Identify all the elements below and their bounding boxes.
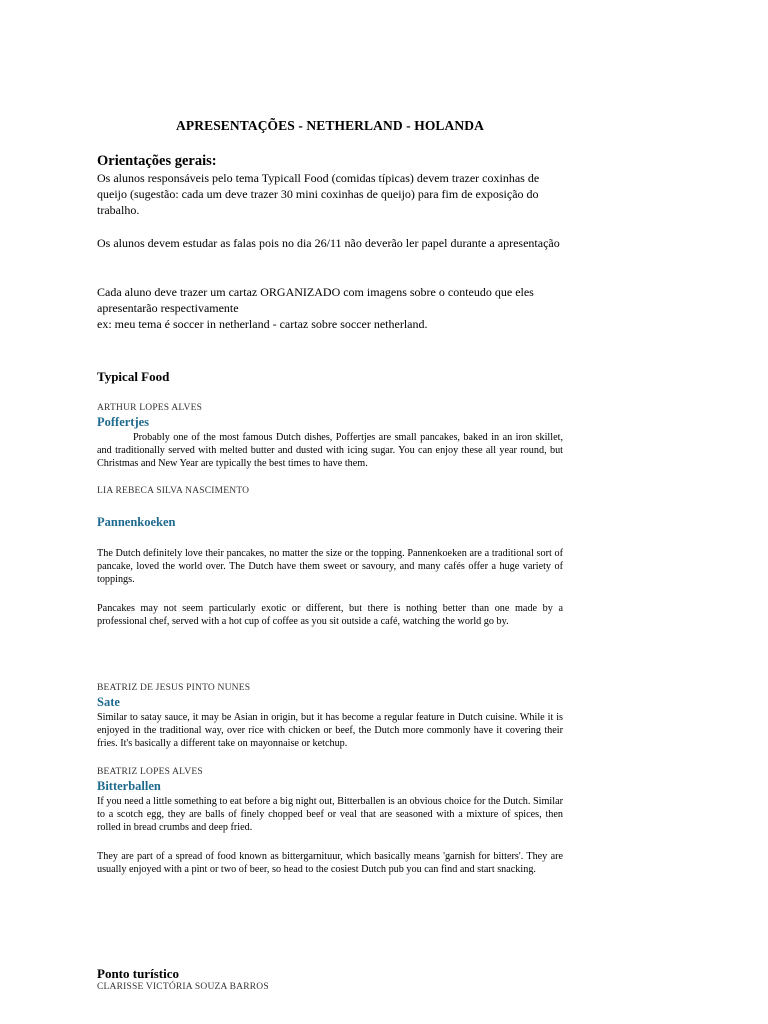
dish-title: Bitterballen bbox=[97, 779, 161, 793]
author-name: BEATRIZ DE JESUS PINTO NUNES bbox=[97, 683, 251, 693]
guidelines-paragraph-3 bbox=[97, 284, 567, 332]
guidelines-paragraph-2: Os alunos devem estudar as falas pois no dia 26/11 não deverão ler papel durante a apresentação bbox=[97, 236, 560, 250]
page-title: APRESENTAÇÕES - NETHERLAND - HOLANDA bbox=[176, 118, 484, 133]
author-name: BEATRIZ LOPES ALVES bbox=[97, 767, 203, 777]
dish-description: Pancakes may not seem particularly exotic or different, but there is nothing better than one made by a professional chef, served with a hot cup of coffee as you sit outside a café, watching the world go by. bbox=[97, 603, 563, 627]
guidelines-paragraph-3-line-1: Cada aluno deve trazer um cartaz ORGANIZADO com imagens sobre o conteudo que eles apresentarão respectivamente bbox=[97, 285, 534, 315]
guidelines-paragraph-1: Os alunos responsáveis pelo tema Typicall Food (comidas típicas) devem trazer coxinhas de queijo (sugestão: cada um deve trazer 30 mini coxinhas de queijo) para fim de exposição do trabalho. bbox=[97, 171, 540, 217]
typical-food-heading: Typical Food bbox=[97, 369, 170, 384]
dish-description: If you need a little something to eat before a big night out, Bitterballen is an obvious choice for the Dutch. Similar to a scotch egg, they are balls of finely chopped beef or veal that are seasoned with a mixture of spices, then rolled in bread crumbs and deep fried. bbox=[97, 796, 563, 833]
dish-description: The Dutch definitely love their pancakes, no matter the size or the topping. Pannenkoeken are a traditional sort of pancake, loved the world over. The Dutch have them sweet or savoury, and many cafés offer a huge variety of toppings. bbox=[97, 548, 563, 585]
dish-title: Sate bbox=[97, 695, 120, 709]
guidelines-paragraph-3-line-2: ex: meu tema é soccer in netherland - cartaz sobre soccer netherland. bbox=[97, 317, 428, 331]
dish-title: Pannenkoeken bbox=[97, 515, 176, 529]
author-name: LIA REBECA SILVA NASCIMENTO bbox=[97, 486, 250, 496]
author-name: CLARISSE VICTÓRIA SOUZA BARROS bbox=[97, 982, 269, 992]
dish-description: Probably one of the most famous Dutch dishes, Poffertjes are small pancakes, baked in an iron skillet, and traditionally served with melted butter and dusted with icing sugar. You can enjoy these all year round, but Christmas and New Year are typically the best times to have them. bbox=[97, 432, 563, 469]
dish-description: Similar to satay sauce, it may be Asian in origin, but it has become a regular feature in Dutch cuisine. While it is enjoyed in the traditional way, over rice with chicken or beef, the Dutch more commonly have it covering their fries. It's basically a different take on mayonnaise or ketchup. bbox=[97, 712, 563, 749]
dish-title: Poffertjes bbox=[97, 415, 150, 429]
guidelines-heading: Orientações gerais: bbox=[97, 153, 217, 169]
author-name: ARTHUR LOPES ALVES bbox=[97, 403, 203, 413]
dish-description: They are part of a spread of food known as bittergarnituur, which basically means 'garnish for bitters'. They are usually enjoyed with a pint or two of beer, so head to the cosiest Dutch pub you can find and start snacking. bbox=[97, 851, 563, 875]
tourist-spot-heading: Ponto turístico bbox=[97, 966, 179, 981]
